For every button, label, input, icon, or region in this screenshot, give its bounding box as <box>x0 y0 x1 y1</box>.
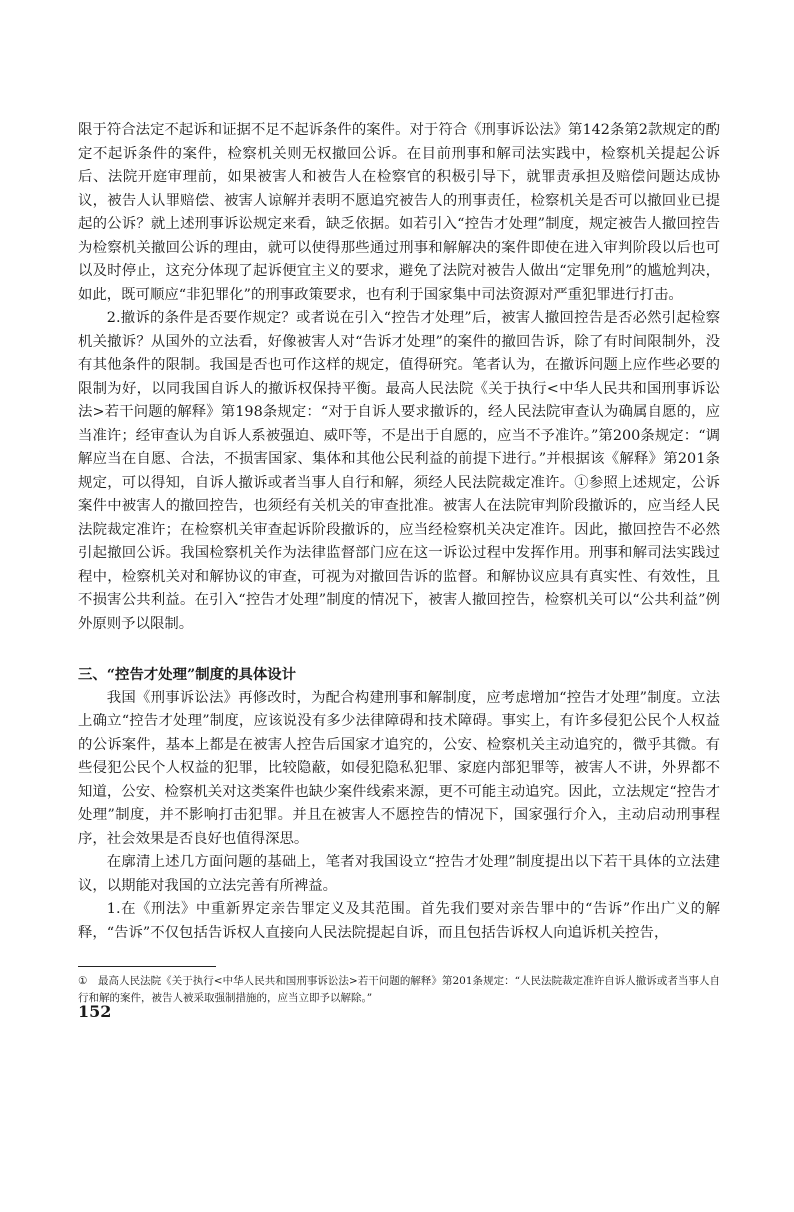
body-text <box>78 119 720 945</box>
paragraph-legislation: 我国《刑事诉讼法》再修改时，为配合构建刑事和解制度，应考虑增加“控告才处理”制度。立法上确立“控告才处理”制度，应该说没有多少法律障碍和技术障碍。事实上，有许多侵犯公民个人权益的公诉案件，基本上都是在被害人控告后国家才追究的，公安、检察机关主动追究的，微乎其微。有些侵犯公民个人权益的犯罪，比较隐蔽，如侵犯隐私犯罪、家庭内部犯罪等，被害人不讲，外界都不知道，公安、检察机关对这类案件也缺少案件线索来源，更不可能主动追究。因此，立法规定“控告才处理”制度，并不影响打击犯罪。并且在被害人不愿控告的情况下，国家强行介入，主动启动刑事程序，社会效果是否良好也值得深思。 <box>78 689 720 847</box>
section-heading: 三、“控告才处理”制度的具体设计 <box>78 666 297 683</box>
footnote-divider <box>78 966 216 967</box>
paragraph-continuation: 限于符合法定不起诉和证据不足不起诉条件的案件。对于符合《刑事诉讼法》第142条第2款规定的酌定不起诉条件的案件，检察机关则无权撤回公诉。在目前刑事和解司法实践中，检察机关提起公诉后、法院开庭审理前，如果被害人和被告人在检察官的积极引导下，就罪责承担及赔偿问题达成协议，被告人认罪赔偿、被害人谅解并表明不愿追究被告人的刑事责任，检察机关是否可以撤回业已提起的公诉？就上述刑事诉讼规定来看，缺乏依据。如若引入“控告才处理”制度，规定被告人撤回控告为检察机关撤回公诉的理由，就可以使得那些通过刑事和解解决的案件即使在进入审判阶段以后也可以及时停止，这充分体现了起诉便宜主义的要求，避免了法院对被告人做出“定罪免刑”的尴尬判决，如此，既可顺应“非犯罪化”的刑事政策要求，也有利于国家集中司法资源对严重犯罪进行打击。 <box>78 122 720 303</box>
paragraph-proposals-intro: 在廓清上述几方面问题的基础上，笔者对我国设立“控告才处理”制度提出以下若干具体的立法建议，以期能对我国的立法完善有所裨益。 <box>78 854 720 894</box>
footnote-marker: ① <box>78 975 88 987</box>
footnote <box>78 973 720 1007</box>
page-number: 152 <box>78 1002 112 1021</box>
paragraph-proposal-1: 1.在《刑法》中重新界定亲告罪定义及其范围。首先我们要对亲告罪中的“告诉”作出广义的解释，“告诉”不仅包括告诉权人直接向人民法院提起自诉，而且包括告诉权人向追诉机关控告， <box>78 901 720 941</box>
paragraph-withdrawal-conditions: 2.撤诉的条件是否要作规定？或者说在引入“控告才处理”后，被害人撤回控告是否必然引起检察机关撤诉？从国外的立法看，好像被害人对“告诉才处理”的案件的撤回告诉，除了有时间限制外，没有其他条件的限制。我国是否也可作这样的规定，值得研究。笔者认为，在撤诉问题上应作些必要的限制为好，以同我国自诉人的撤诉权保持平衡。最高人民法院《关于执行<中华人民共和国刑事诉讼法>若干问题的解释》第198条规定：“对于自诉人要求撤诉的，经人民法院审查认为确属自愿的，应当准许；经审查认为自诉人系被强迫、威吓等，不是出于自愿的，应当不予准许。”第200条规定：“调解应当在自愿、合法，不损害国家、集体和其他公民利益的前提下进行。”并根据该《解释》第201条规定，可以得知，自诉人撤诉或者当事人自行和解，须经人民法院裁定准许。①参照上述规定，公诉案件中被害人的撤回控告，也须经有关机关的审查批准。被害人在法院审判阶段撤诉的，应当经人民法院裁定准许；在检察机关审查起诉阶段撤诉的，应当经检察机关决定准许。因此，撤回控告不必然引起撤回公诉。我国检察机关作为法律监督部门应在这一诉讼过程中发挥作用。刑事和解司法实践过程中，检察机关对和解协议的审查，可视为对撤回告诉的监督。和解协议应具有真实性、有效性，且不损害公共利益。在引入“控告才处理”制度的情况下，被害人撤回控告，检察机关可以“公共利益”例外原则予以限制。 <box>78 310 720 632</box>
footnote-text: 最高人民法院《关于执行<中华人民共和国刑事诉讼法>若干问题的解释》第201条规定：“人民法院裁定准许自诉人撤诉或者当事人自行和解的案件，被告人被采取强制措施的，应当立即予以解除。” <box>78 975 720 1004</box>
